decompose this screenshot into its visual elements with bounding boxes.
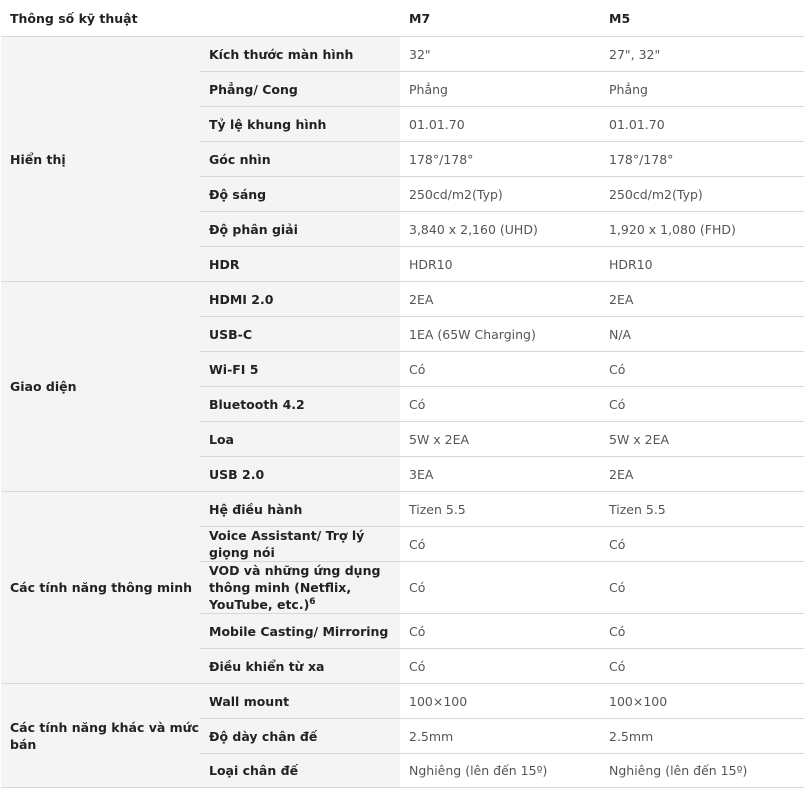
feature-label: Wi-FI 5 xyxy=(200,352,400,387)
m5-value: Tizen 5.5 xyxy=(600,492,804,527)
m7-value: 01.01.70 xyxy=(400,107,600,142)
group-label-display: Hiển thị xyxy=(1,37,200,282)
feature-label: Loại chân đế xyxy=(200,754,400,788)
m7-value: Có xyxy=(400,387,600,422)
m5-value: 2.5mm xyxy=(600,719,804,754)
footnote-marker: 6 xyxy=(309,597,316,607)
m5-value: 27", 32" xyxy=(600,37,804,72)
m7-value: 2EA xyxy=(400,282,600,317)
feature-label: Kích thước màn hình xyxy=(200,37,400,72)
m7-value: 250cd/m2(Typ) xyxy=(400,177,600,212)
m7-value: 5W x 2EA xyxy=(400,422,600,457)
m7-value: Có xyxy=(400,527,600,562)
table-row xyxy=(1,492,804,527)
feature-label: Hệ điều hành xyxy=(200,492,400,527)
feature-label: HDR xyxy=(200,247,400,282)
feature-label: Điều khiển từ xa xyxy=(200,649,400,684)
m7-value: 3,840 x 2,160 (UHD) xyxy=(400,212,600,247)
feature-label: USB-C xyxy=(200,317,400,352)
m5-value: Có xyxy=(600,562,804,614)
m5-value: 5W x 2EA xyxy=(600,422,804,457)
m5-value: Có xyxy=(600,387,804,422)
m5-value: 01.01.70 xyxy=(600,107,804,142)
feature-label: Bluetooth 4.2 xyxy=(200,387,400,422)
m5-value: 2EA xyxy=(600,457,804,492)
m5-value: Có xyxy=(600,527,804,562)
m7-value: Nghiêng (lên đến 15º) xyxy=(400,754,600,788)
m5-value: Nghiêng (lên đến 15º) xyxy=(600,754,804,788)
feature-label: Tỷ lệ khung hình xyxy=(200,107,400,142)
feature-label: USB 2.0 xyxy=(200,457,400,492)
m5-value: 1,920 x 1,080 (FHD) xyxy=(600,212,804,247)
m5-value: HDR10 xyxy=(600,247,804,282)
feature-text: VOD và những ứng dụng thông minh (Netflix, YouTube, etc.) xyxy=(209,563,381,612)
m7-value: Tizen 5.5 xyxy=(400,492,600,527)
table-header-row xyxy=(1,0,804,37)
feature-label: HDMI 2.0 xyxy=(200,282,400,317)
m7-value: 1EA (65W Charging) xyxy=(400,317,600,352)
m7-value: Phẳng xyxy=(400,72,600,107)
m7-value: 32" xyxy=(400,37,600,72)
m7-value: Có xyxy=(400,649,600,684)
feature-label: Độ dày chân đế xyxy=(200,719,400,754)
feature-label-with-footnote xyxy=(200,562,400,614)
header-m7: M7 xyxy=(400,0,600,37)
table-row xyxy=(1,684,804,719)
m5-value: Có xyxy=(600,352,804,387)
spec-table xyxy=(1,0,804,788)
m7-value: 3EA xyxy=(400,457,600,492)
feature-label: Wall mount xyxy=(200,684,400,719)
feature-label: Độ phân giải xyxy=(200,212,400,247)
header-m5: M5 xyxy=(600,0,804,37)
group-label-other-features: Các tính năng khác và mức bán xyxy=(1,684,200,788)
feature-label: Phẳng/ Cong xyxy=(200,72,400,107)
m5-value: 250cd/m2(Typ) xyxy=(600,177,804,212)
m5-value: Có xyxy=(600,649,804,684)
feature-label: Góc nhìn xyxy=(200,142,400,177)
m7-value: 100×100 xyxy=(400,684,600,719)
m5-value: Phẳng xyxy=(600,72,804,107)
group-label-smart-features: Các tính năng thông minh xyxy=(1,492,200,684)
feature-label: Mobile Casting/ Mirroring xyxy=(200,614,400,649)
m7-value: Có xyxy=(400,614,600,649)
m7-value: HDR10 xyxy=(400,247,600,282)
feature-label: Độ sáng xyxy=(200,177,400,212)
group-label-interface: Giao diện xyxy=(1,282,200,492)
m7-value: Có xyxy=(400,562,600,614)
header-empty xyxy=(200,0,400,37)
feature-label: Voice Assistant/ Trợ lý giọng nói xyxy=(200,527,400,562)
m7-value: Có xyxy=(400,352,600,387)
m7-value: 2.5mm xyxy=(400,719,600,754)
table-row xyxy=(1,282,804,317)
m5-value: 178°/178° xyxy=(600,142,804,177)
m5-value: N/A xyxy=(600,317,804,352)
m7-value: 178°/178° xyxy=(400,142,600,177)
m5-value: 100×100 xyxy=(600,684,804,719)
feature-label: Loa xyxy=(200,422,400,457)
m5-value: 2EA xyxy=(600,282,804,317)
header-title: Thông số kỹ thuật xyxy=(1,0,200,37)
m5-value: Có xyxy=(600,614,804,649)
table-row xyxy=(1,37,804,72)
